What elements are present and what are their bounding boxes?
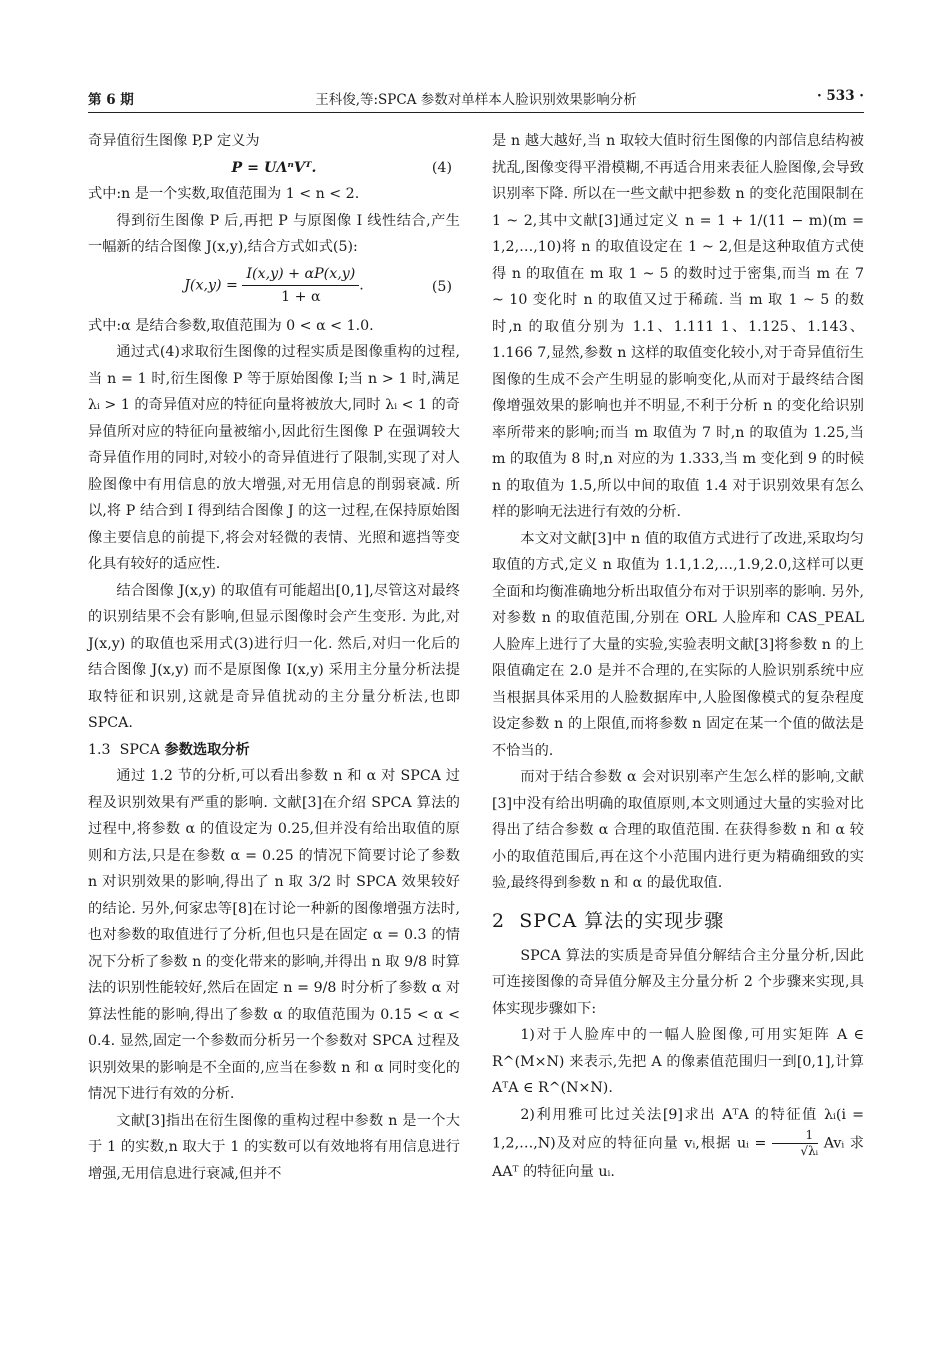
paragraph: 得到衍生图像 P 后,再把 P 与原图像 I 线性结合,产生一幅新的结合图像 J(x,y),结合方式如式(5): — [88, 212, 460, 255]
section-number: 2 — [492, 909, 506, 932]
fraction-numerator: I(x,y) + αP(x,y) — [242, 263, 359, 286]
paragraph: 式中:n 是一个实数,取值范围为 1 < n < 2. — [88, 186, 360, 202]
section-title: SPCA 算法的实现步骤 — [519, 909, 725, 932]
paragraph-text: Avᵢ 求 AAᵀ 的特征向量 uᵢ. — [492, 1135, 864, 1180]
section-title-a: SPCA — [119, 741, 160, 758]
equation-fraction — [242, 263, 359, 308]
paragraph: 式中:α 是结合参数,取值范围为 0 < α < 1.0. — [88, 317, 374, 334]
section-number: 1.3 — [88, 741, 111, 758]
header-rule — [88, 112, 864, 113]
paragraph: 本文对文献[3]中 n 值的取值方式进行了改进,采取均匀取值的方式,定义 n 取值为 1.1,1.2,…,1.9,2.0,这样可以更全面和均衡准确地分析出取值分布对于识别率的影响. 另外,对参数 n 的取值范围,分别在 ORL 人脸库和 CAS_PEAL 人脸库上进行了大量的实验,实验表明文献[3]将参数 n 的上限值确定在 2.0 是并不合理的,在实际的人脸识别系统中应当根据具体采用的人脸数据库中,人脸图像模式的复杂程度设定参数 n 的上限值,而将参数 n 固定在某一个值的做法是不恰当的. — [492, 530, 864, 759]
equation-4 — [88, 155, 460, 182]
paragraph: 1)对于人脸库中的一幅人脸图像,可用实矩阵 A ∈ R^(M×N) 来表示,先把 A 的像素值范围归一到[0,1],计算 AᵀA ∈ R^(N×N). — [492, 1027, 864, 1096]
paragraph: 通过式(4)求取衍生图像的过程实质是图像重构的过程,当 n = 1 时,衍生图像 P 等于原始图像 I;当 n > 1 时,满足 λᵢ > 1 的奇异值对应的特征向量将被放大,同时 λᵢ < 1 的奇异值所对应的特征向量被缩小,因此衍生图像 P 在强调较大奇异值作用的同时,对较小的奇异值进行了限制,实现了对人脸图像中有用信息的放大增强,对无用信息的削弱衰减. 所以,将 P 结合到 I 得到结合图像 J 的这一过程,在保持原始图像主要信息的前提下,将会对轻微的表情、光照和遮挡等变化具有较好的适应性. — [88, 344, 460, 572]
paragraph: 而对于结合参数 α 会对识别率产生怎么样的影响,文献[3]中没有给出明确的取值原则,本文则通过大量的实验对比得出了结合参数 α 合理的取值范围. 在获得参数 n 和 α 较小的取值范围后,再在这个小范围内进行更为精确细致的实验,最终得到参数 n 和 α 的最优取值. — [492, 769, 864, 891]
paragraph: SPCA 算法的实质是奇异值分解结合主分量分析,因此可连接图像的奇异值分解及主分量分析 2 个步骤来实现,具体实现步骤如下: — [492, 947, 864, 1017]
running-header — [88, 88, 864, 112]
equation-period: . — [359, 276, 364, 293]
running-title: 王科俊,等:SPCA 参数对单样本人脸识别效果影响分析 — [315, 92, 637, 108]
page-number: · 533 · — [817, 88, 864, 104]
fraction-denominator: 1 + α — [281, 288, 321, 305]
equation-lhs: J(x,y) = — [184, 276, 238, 293]
paragraph: 结合图像 J(x,y) 的取值有可能超出[0,1],尽管这对最终的识别结果不会有影响,但显示图像时会产生变形. 为此,对 J(x,y) 的取值也采用式(3)进行归一化. 然后,对归一化后的结合图像 J(x,y) 而不是原图像 I(x,y) 采用主分量分析法提取特征和识别,这就是奇异值扰动的主分量分析法,也即 SPCA. — [88, 582, 460, 731]
fraction-denominator: √λᵢ — [800, 1144, 819, 1158]
paragraph-text: 2)利用雅可比过关法[9]求出 AᵀA 的特征值 λᵢ(i = 1,2,…,N)及对应的特征向量 vᵢ,根据 uᵢ = — [492, 1106, 864, 1152]
section-title-b: 参数选取分析 — [164, 741, 250, 758]
equation-5 — [88, 261, 460, 313]
paragraph: 是 n 越大越好,当 n 取较大值时衍生图像的内部信息结构被扰乱,图像变得平滑模糊,不再适合用来表征人脸图像,会导致识别率下降. 所以在一些文献中把参数 n 的变化范围限制在 1 ~ 2,其中文献[3]通过定义 n = 1 + 1/(11 − m)(m = 1,2,…,10)将 n 的取值设定在 1 ~ 2,但是这种取值方式使得 n 的取值在 m 取 1 ~ 5 的数时过于密集,而当 m 在 7 ~ 10 变化时 n 的取值又过于稀疏. 当 m 取 1 ~ 5 的数时,n 的取值分别为 1.1、1.111 1、1.125、1.143、1.166 7,显然,参数 n 这样的取值变化较小,对于奇异值衍生图像的生成不会产生明显的影响变化,从而对于最终结合图像增强效果的影响也并不明显,不利于分析 n 的变化给识别率所带来的影响;而当 m 取值为 7 时,n 的取值为 1.25,当 m 的取值为 8 时,n 对应的为 1.333,当 m 变化到 9 的时候 n 的取值为 1.5,所以中间的取值 1.4 对于识别效果有怎么样的影响无法进行有效的分析. — [492, 133, 864, 520]
section-heading-1-3 — [88, 737, 460, 764]
left-column — [88, 128, 460, 1187]
paragraph: 通过 1.2 节的分析,可以看出参数 n 和 α 对 SPCA 过程及识别效果有严重的影响. 文献[3]在介绍 SPCA 算法的过程中,将参数 α 的值设定为 0.25,但并没有给出取值的原则和方法,只是在参数 α = 0.25 的情况下简要讨论了参数 n 对识别效果的影响,得出了 n 取 3/2 时 SPCA 效果较好的结论. 另外,何家忠等[8]在讨论一种新的图像增强方法时,也对参数的取值进行了分析,但也只是在固定 α = 0.3 的情况下分析了参数 n 的变化带来的影响,并得出 n 取 9/8 时算法的识别性能较好,然后在固定 n = 9/8 时分析了参数 α 对算法性能的影响,得出了参数 α 的取值范围为 0.15 < α < 0.4. 显然,固定一个参数而分析另一个参数对 SPCA 过程及识别效果的影响是不全面的,应当在参数 n 和 α 同时变化的情况下进行有效的分析. — [88, 768, 460, 1102]
fraction-numerator: 1 — [772, 1128, 818, 1144]
paragraph: 奇异值衍生图像 P,P 定义为 — [88, 133, 260, 149]
equation-number: (4) — [431, 159, 452, 176]
right-column — [492, 128, 864, 1186]
inline-fraction — [772, 1128, 818, 1159]
equation-body: P = UΛⁿVᵀ. — [231, 159, 317, 176]
paragraph — [492, 1102, 864, 1186]
issue-number: 第 6 期 — [88, 92, 134, 108]
equation-number: (5) — [431, 278, 452, 295]
section-heading-2 — [492, 905, 864, 937]
paragraph: 文献[3]指出在衍生图像的重构过程中参数 n 是一个大于 1 的实数,n 取大于 1 的实数可以有效地将有用信息进行增强,无用信息进行衰减,但并不 — [88, 1112, 460, 1182]
